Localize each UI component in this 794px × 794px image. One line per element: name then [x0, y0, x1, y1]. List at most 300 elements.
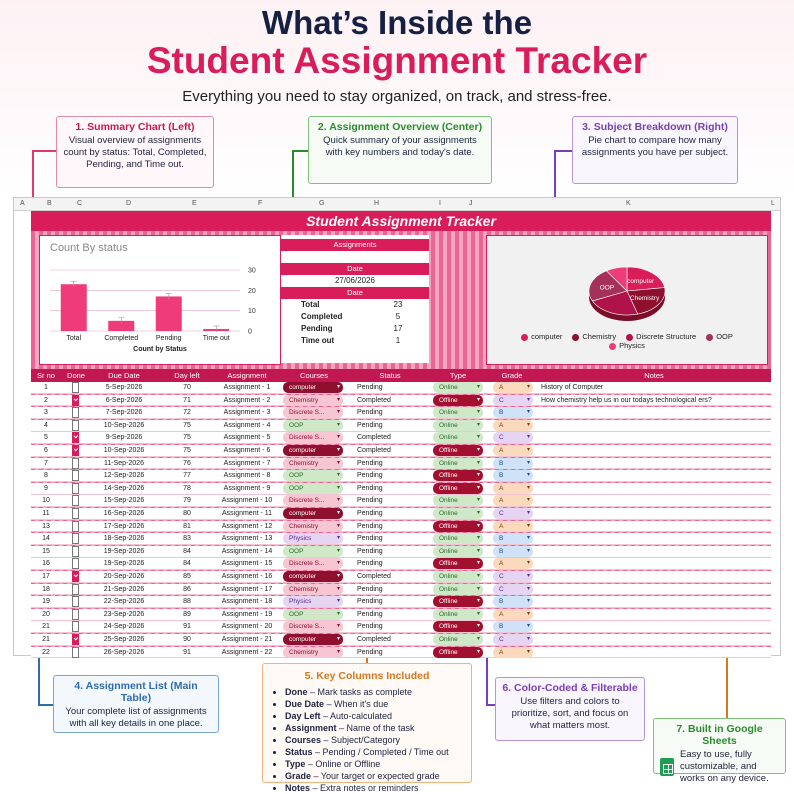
sr-no-cell: 19	[42, 598, 50, 606]
column-header[interactable]: Done	[67, 371, 85, 380]
day-left-cell: 70	[183, 384, 191, 391]
type-dropdown[interactable]: Online ▾	[433, 609, 483, 620]
notes-cell[interactable]	[541, 495, 769, 506]
assignment-name-cell[interactable]: Assignment - 4	[223, 421, 271, 429]
course-dropdown[interactable]: OOP ▾	[283, 546, 343, 557]
table-row[interactable]	[31, 596, 771, 608]
done-checkbox[interactable]	[72, 546, 79, 557]
done-checkbox[interactable]	[72, 508, 79, 519]
overview-key: Pending	[301, 324, 333, 333]
notes-cell[interactable]	[541, 470, 769, 481]
table-row[interactable]	[31, 521, 771, 533]
grade-dropdown[interactable]: B ▾	[493, 458, 533, 469]
type-dropdown[interactable]: Online ▾	[433, 495, 483, 506]
done-checkbox[interactable]	[72, 432, 79, 443]
assignment-name-cell[interactable]: Assignment - 11	[221, 510, 273, 517]
key-column-item	[285, 722, 463, 734]
course-dropdown[interactable]: Chemistry ▾	[283, 395, 343, 406]
notes-cell[interactable]	[541, 596, 769, 607]
type-dropdown[interactable]: Offline ▾	[433, 395, 483, 406]
assignment-name-cell[interactable]: Assignment - 1	[223, 384, 271, 391]
done-checkbox[interactable]	[72, 395, 79, 406]
connector-subject	[554, 150, 572, 152]
notes-cell[interactable]	[541, 621, 769, 632]
callout-body: Easy to use, fully customizable, and works on any device.	[680, 749, 769, 784]
type-dropdown[interactable]: Online ▾	[433, 432, 483, 443]
chart-xlabel: Count by Status	[133, 346, 187, 353]
done-checkbox[interactable]	[72, 558, 79, 569]
status-cell[interactable]: Pending	[357, 409, 383, 417]
course-dropdown[interactable]: OOP ▾	[283, 609, 343, 620]
grade-dropdown[interactable]: A ▾	[493, 495, 533, 506]
x-tick-label: Completed	[104, 335, 139, 342]
table-row[interactable]	[31, 432, 771, 444]
course-dropdown[interactable]: Discrete S... ▾	[283, 621, 343, 632]
key-column-item	[285, 710, 463, 722]
key-column-desc: – Name of the task	[336, 723, 415, 733]
key-column-name: Status	[285, 747, 313, 757]
assignment-name-cell[interactable]: Assignment - 3	[223, 409, 271, 417]
done-checkbox[interactable]	[72, 571, 79, 582]
table-row[interactable]	[31, 470, 771, 482]
key-column-desc: – Mark tasks as complete	[307, 687, 413, 697]
column-header[interactable]: Notes	[644, 371, 664, 380]
status-cell[interactable]: Completed	[357, 573, 391, 580]
x-tick-label: Total	[66, 335, 82, 342]
assignment-name-cell[interactable]: Assignment - 7	[223, 459, 271, 467]
table-row[interactable]	[31, 609, 771, 621]
status-cell[interactable]: Pending	[357, 510, 383, 517]
table-header-row	[31, 369, 771, 382]
key-column-item	[285, 770, 463, 782]
day-left-cell: 75	[183, 434, 191, 442]
due-date-cell: 23-Sep-2026	[103, 610, 145, 618]
done-checkbox[interactable]	[72, 407, 79, 418]
key-column-desc: – Auto-calculated	[320, 711, 393, 721]
x-tick-label: Pending	[155, 335, 182, 342]
column-letter[interactable]: L	[771, 200, 775, 207]
callout-title: 2. Assignment Overview (Center)	[317, 121, 483, 133]
callout-subject-breakdown	[572, 116, 738, 184]
assignment-name-cell[interactable]: Assignment - 6	[223, 447, 271, 454]
course-dropdown[interactable]: Chemistry ▾	[283, 521, 343, 532]
key-column-desc: – Subject/Category	[321, 735, 401, 745]
grade-dropdown[interactable]: A ▾	[493, 609, 533, 620]
done-checkbox[interactable]	[72, 458, 79, 469]
assignment-name-cell[interactable]: Assignment - 16	[221, 573, 273, 580]
grade-dropdown[interactable]: A ▾	[493, 521, 533, 532]
grade-dropdown[interactable]: C ▾	[493, 432, 533, 443]
sr-no-cell: 9	[44, 484, 48, 492]
due-date-cell: 10-Sep-2026	[103, 421, 145, 429]
done-checkbox[interactable]	[72, 495, 79, 506]
column-header[interactable]: Sr no	[37, 371, 55, 380]
sr-no-cell: 11	[42, 510, 50, 517]
course-dropdown[interactable]: computer ▾	[283, 508, 343, 519]
grade-dropdown[interactable]: A ▾	[493, 558, 533, 569]
tracker-frame	[31, 211, 771, 656]
course-dropdown[interactable]: OOP ▾	[283, 470, 343, 481]
course-dropdown[interactable]: Chemistry ▾	[283, 584, 343, 595]
due-date-cell: 11-Sep-2026	[104, 459, 144, 467]
sr-no-cell: 6	[44, 447, 48, 454]
type-dropdown[interactable]: Online ▾	[433, 546, 483, 557]
sr-no-cell: 1	[44, 384, 48, 391]
assignment-name-cell[interactable]: Assignment - 8	[223, 472, 271, 480]
column-letter[interactable]: K	[626, 200, 631, 207]
due-date-cell: 22-Sep-2026	[103, 598, 145, 606]
table-row[interactable]	[31, 483, 771, 495]
sr-no-cell: 21	[42, 623, 50, 631]
overview-key: Time out	[301, 336, 335, 345]
notes-cell[interactable]	[541, 558, 769, 569]
status-cell[interactable]: Pending	[357, 384, 383, 391]
table-row[interactable]	[31, 458, 771, 470]
notes-cell[interactable]	[541, 521, 769, 532]
course-dropdown[interactable]: OOP ▾	[283, 483, 343, 494]
done-checkbox[interactable]	[72, 521, 79, 532]
key-column-desc: – When it's due	[324, 699, 389, 709]
subject-pie-chart	[486, 235, 768, 365]
column-header[interactable]: Assignment	[227, 371, 267, 380]
overview-row-pending	[281, 323, 429, 335]
key-column-item	[285, 686, 463, 698]
course-dropdown[interactable]: computer ▾	[283, 445, 343, 456]
assignment-name-cell[interactable]: Assignment - 12	[221, 522, 273, 530]
notes-cell[interactable]	[541, 483, 769, 494]
notes-cell[interactable]	[541, 533, 769, 544]
table-row[interactable]	[31, 445, 771, 457]
due-date-cell: 15-Sep-2026	[103, 497, 145, 505]
table-row[interactable]	[31, 634, 771, 646]
status-cell[interactable]: Pending	[357, 522, 383, 530]
sr-no-cell: 13	[42, 522, 50, 530]
key-column-item	[285, 758, 463, 770]
due-date-cell: 17-Sep-2026	[103, 522, 145, 530]
done-checkbox[interactable]	[72, 382, 79, 393]
sr-no-cell: 3	[44, 409, 48, 417]
type-dropdown[interactable]: Offline ▾	[433, 483, 483, 494]
type-dropdown[interactable]: Offline ▾	[433, 647, 483, 658]
done-checkbox[interactable]	[72, 420, 79, 431]
done-checkbox[interactable]	[72, 470, 79, 481]
key-column-desc: – Extra notes or reminders	[310, 783, 419, 793]
column-header[interactable]: Courses	[300, 371, 328, 380]
notes-cell[interactable]	[541, 458, 769, 469]
due-date-cell: 7-Sep-2026	[105, 409, 143, 417]
type-dropdown[interactable]: Offline ▾	[433, 558, 483, 569]
course-dropdown[interactable]: computer ▾	[283, 571, 343, 582]
callout-body: Your complete list of assignments with all key details in one place.	[65, 706, 207, 729]
notes-cell[interactable]	[541, 432, 769, 443]
status-cell[interactable]: Completed	[357, 434, 391, 442]
notes-cell[interactable]	[541, 508, 769, 519]
assignment-name-cell[interactable]: Assignment - 2	[223, 396, 271, 404]
key-column-desc: – Online or Offline	[305, 759, 381, 769]
callout-title: 1. Summary Chart (Left)	[75, 121, 195, 133]
table-row[interactable]	[31, 584, 771, 596]
table-row[interactable]	[31, 647, 771, 659]
y-tick-label: 10	[248, 308, 256, 316]
notes-cell[interactable]	[541, 407, 769, 418]
type-dropdown[interactable]: Offline ▾	[433, 445, 483, 456]
course-dropdown[interactable]: Discrete S... ▾	[283, 432, 343, 443]
status-cell[interactable]: Pending	[357, 497, 383, 505]
type-dropdown[interactable]: Online ▾	[433, 634, 483, 645]
callout-body: Pie chart to compare how many assignments you have per subject.	[581, 135, 729, 158]
grade-dropdown[interactable]: A ▾	[493, 382, 533, 393]
done-checkbox[interactable]	[72, 596, 79, 607]
assignment-name-cell[interactable]: Assignment - 5	[223, 434, 271, 442]
assignment-name-cell[interactable]: Assignment - 22	[221, 648, 273, 656]
course-dropdown[interactable]: Discrete S... ▾	[283, 407, 343, 418]
table-row[interactable]	[31, 395, 771, 407]
due-date-cell: 18-Sep-2026	[103, 535, 145, 543]
table-row[interactable]	[31, 420, 771, 432]
callout-title: 4. Assignment List (Main Table)	[74, 680, 198, 704]
table-row[interactable]	[31, 508, 771, 520]
course-dropdown[interactable]: Chemistry ▾	[283, 647, 343, 658]
notes-cell[interactable]	[541, 634, 769, 645]
course-dropdown[interactable]: Physics ▾	[283, 596, 343, 607]
type-dropdown[interactable]: Offline ▾	[433, 470, 483, 481]
status-cell[interactable]: Pending	[357, 623, 383, 631]
column-letter[interactable]: H	[374, 200, 380, 207]
grade-dropdown[interactable]: B ▾	[493, 407, 533, 418]
legend-label: OOP	[716, 332, 733, 341]
notes-cell[interactable]: History of Computer	[541, 384, 604, 391]
column-header[interactable]: Day left	[174, 371, 200, 380]
due-date-cell: 21-Sep-2026	[103, 585, 145, 593]
course-dropdown[interactable]: computer ▾	[283, 634, 343, 645]
due-date-cell: 20-Sep-2026	[103, 573, 145, 580]
day-left-cell: 83	[183, 535, 191, 543]
column-letter[interactable]: F	[258, 200, 263, 207]
day-left-cell: 75	[183, 447, 191, 454]
grade-dropdown[interactable]: C ▾	[493, 508, 533, 519]
column-letter[interactable]: A	[20, 200, 25, 207]
day-left-cell: 88	[183, 598, 191, 606]
status-cell[interactable]: Pending	[357, 560, 383, 568]
legend-swatch	[521, 334, 528, 341]
sr-no-cell: 4	[44, 421, 48, 429]
overview-date-header: Date	[281, 263, 429, 275]
course-dropdown[interactable]: computer ▾	[283, 382, 343, 393]
day-left-cell: 77	[183, 472, 191, 480]
done-checkbox[interactable]	[72, 483, 79, 494]
type-dropdown[interactable]: Offline ▾	[433, 596, 483, 607]
status-cell[interactable]: Pending	[357, 484, 383, 492]
status-cell[interactable]: Pending	[357, 547, 383, 555]
assignment-name-cell[interactable]: Assignment - 20	[221, 623, 273, 631]
grade-dropdown[interactable]: A ▾	[493, 420, 533, 431]
status-cell[interactable]: Pending	[357, 610, 383, 618]
due-date-cell: 6-Sep-2026	[105, 396, 143, 404]
grade-dropdown[interactable]: B ▾	[493, 546, 533, 557]
table-row[interactable]	[31, 533, 771, 545]
assignment-name-cell[interactable]: Assignment - 21	[221, 636, 273, 643]
grade-dropdown[interactable]: A ▾	[493, 647, 533, 658]
overview-spacer	[281, 251, 429, 261]
column-header[interactable]: Status	[379, 371, 401, 380]
due-date-cell: 9-Sep-2026	[105, 434, 143, 442]
notes-cell[interactable]	[541, 546, 769, 557]
column-letter[interactable]: I	[439, 200, 441, 207]
grade-dropdown[interactable]: C ▾	[493, 584, 533, 595]
assignment-name-cell[interactable]: Assignment - 10	[221, 497, 273, 505]
type-dropdown[interactable]: Online ▾	[433, 458, 483, 469]
type-dropdown[interactable]: Online ▾	[433, 584, 483, 595]
due-date-cell: 19-Sep-2026	[103, 547, 145, 555]
legend-item	[572, 332, 616, 341]
key-column-item	[285, 782, 463, 794]
column-letter[interactable]: B	[47, 200, 52, 207]
type-dropdown[interactable]: Online ▾	[433, 420, 483, 431]
day-left-cell: 81	[183, 522, 191, 530]
assignment-name-cell[interactable]: Assignment - 17	[221, 585, 273, 593]
column-letter[interactable]: J	[469, 200, 473, 207]
legend-item	[706, 332, 733, 341]
sr-no-cell: 5	[44, 434, 48, 442]
column-header[interactable]: Type	[449, 371, 467, 380]
course-dropdown[interactable]: Discrete S... ▾	[283, 558, 343, 569]
callout-color-coded	[495, 677, 645, 741]
google-sheets-icon	[660, 758, 674, 776]
key-column-item	[285, 746, 463, 758]
sr-no-cell: 14	[42, 535, 50, 543]
status-cell[interactable]: Completed	[357, 636, 391, 643]
notes-cell[interactable]: How chemistry help us in our todays technological ers?	[541, 396, 712, 404]
grade-dropdown[interactable]: A ▾	[493, 483, 533, 494]
column-header[interactable]: Due Date	[108, 371, 140, 380]
overview-value: 5	[395, 312, 401, 321]
done-checkbox[interactable]	[72, 584, 79, 595]
status-cell[interactable]: Pending	[357, 585, 383, 593]
assignment-name-cell[interactable]: Assignment - 14	[221, 547, 273, 555]
grade-dropdown[interactable]: B ▾	[493, 533, 533, 544]
overview-value: 23	[393, 300, 403, 309]
type-dropdown[interactable]: Online ▾	[433, 533, 483, 544]
connector-sheets	[726, 649, 728, 718]
notes-cell[interactable]	[541, 420, 769, 431]
sr-no-cell: 10	[42, 497, 50, 505]
column-letter[interactable]: E	[192, 200, 197, 207]
key-column-name: Day Left	[285, 711, 321, 721]
y-tick-label: 20	[248, 287, 256, 295]
day-left-cell: 76	[183, 459, 191, 467]
table-row[interactable]	[31, 558, 771, 570]
key-column-item	[285, 698, 463, 710]
table-row[interactable]	[31, 571, 771, 583]
grade-dropdown[interactable]: A ▾	[493, 445, 533, 456]
sr-no-cell: 2	[44, 396, 48, 404]
column-letter[interactable]: C	[77, 200, 83, 207]
callout-title: 5. Key Columns Included	[304, 670, 430, 682]
grade-dropdown[interactable]: B ▾	[493, 621, 533, 632]
done-checkbox[interactable]	[72, 621, 79, 632]
assignment-name-cell[interactable]: Assignment - 13	[221, 535, 273, 543]
status-cell[interactable]: Pending	[357, 648, 383, 656]
type-dropdown[interactable]: Online ▾	[433, 571, 483, 582]
grade-dropdown[interactable]: C ▾	[493, 395, 533, 406]
day-left-cell: 79	[183, 497, 191, 505]
course-dropdown[interactable]: OOP ▾	[283, 420, 343, 431]
connector-color	[486, 704, 495, 706]
table-row[interactable]	[31, 621, 771, 633]
title-line-2: Student Assignment Tracker	[146, 40, 648, 81]
notes-cell[interactable]	[541, 647, 769, 658]
callout-key-columns	[262, 663, 472, 793]
grade-dropdown[interactable]: B ▾	[493, 596, 533, 607]
day-left-cell: 80	[183, 510, 191, 517]
legend-swatch	[572, 334, 579, 341]
connector-list	[38, 704, 53, 706]
course-dropdown[interactable]: Physics ▾	[283, 533, 343, 544]
status-cell[interactable]: Pending	[357, 598, 383, 606]
table-row[interactable]	[31, 407, 771, 419]
status-cell[interactable]: Pending	[357, 472, 383, 480]
status-cell[interactable]: Completed	[357, 396, 391, 404]
type-dropdown[interactable]: Online ▾	[433, 382, 483, 393]
done-checkbox[interactable]	[72, 647, 79, 658]
notes-cell[interactable]	[541, 571, 769, 582]
assignment-name-cell[interactable]: Assignment - 19	[221, 610, 273, 618]
grade-dropdown[interactable]: B ▾	[493, 470, 533, 481]
table-row[interactable]	[31, 546, 771, 558]
pie-legend	[487, 332, 767, 350]
column-letter[interactable]: D	[126, 200, 132, 207]
key-column-name: Due Date	[285, 699, 325, 709]
assignment-name-cell[interactable]: Assignment - 9	[223, 484, 271, 492]
legend-label: Chemistry	[582, 332, 617, 341]
done-checkbox[interactable]	[72, 445, 79, 456]
grade-dropdown[interactable]: C ▾	[493, 634, 533, 645]
column-header[interactable]: Grade	[501, 371, 523, 380]
key-column-item	[285, 734, 463, 746]
type-dropdown[interactable]: Offline ▾	[433, 621, 483, 632]
bar	[61, 284, 87, 331]
status-cell[interactable]: Pending	[357, 535, 383, 543]
table-row[interactable]	[31, 495, 771, 507]
column-letter[interactable]: G	[319, 200, 325, 207]
done-checkbox[interactable]	[72, 533, 79, 544]
callout-body: Quick summary of your assignments with key numbers and today's date.	[323, 135, 477, 158]
course-dropdown[interactable]: Discrete S... ▾	[283, 495, 343, 506]
done-checkbox[interactable]	[72, 609, 79, 620]
overview-key: Completed	[301, 312, 343, 321]
notes-cell[interactable]	[541, 609, 769, 620]
type-dropdown[interactable]: Online ▾	[433, 508, 483, 519]
day-left-cell: 91	[183, 648, 191, 656]
type-dropdown[interactable]: Online ▾	[433, 407, 483, 418]
sr-no-cell: 22	[42, 648, 50, 656]
grade-dropdown[interactable]: C ▾	[493, 571, 533, 582]
course-dropdown[interactable]: Chemistry ▾	[283, 458, 343, 469]
callout-body: Use filters and colors to prioritize, sort, and focus on what matters most.	[511, 696, 629, 731]
assignment-name-cell[interactable]: Assignment - 18	[221, 598, 273, 606]
table-row[interactable]	[31, 382, 771, 394]
assignment-name-cell[interactable]: Assignment - 15	[221, 560, 273, 568]
tracker-banner: Student Assignment Tracker	[31, 211, 771, 231]
type-dropdown[interactable]: Offline ▾	[433, 521, 483, 532]
status-cell[interactable]: Completed	[357, 447, 391, 454]
notes-cell[interactable]	[541, 584, 769, 595]
status-cell[interactable]: Pending	[357, 421, 383, 429]
status-cell[interactable]: Pending	[357, 459, 383, 467]
day-left-cell: 84	[183, 560, 191, 568]
done-checkbox[interactable]	[72, 634, 79, 645]
notes-cell[interactable]	[541, 445, 769, 456]
